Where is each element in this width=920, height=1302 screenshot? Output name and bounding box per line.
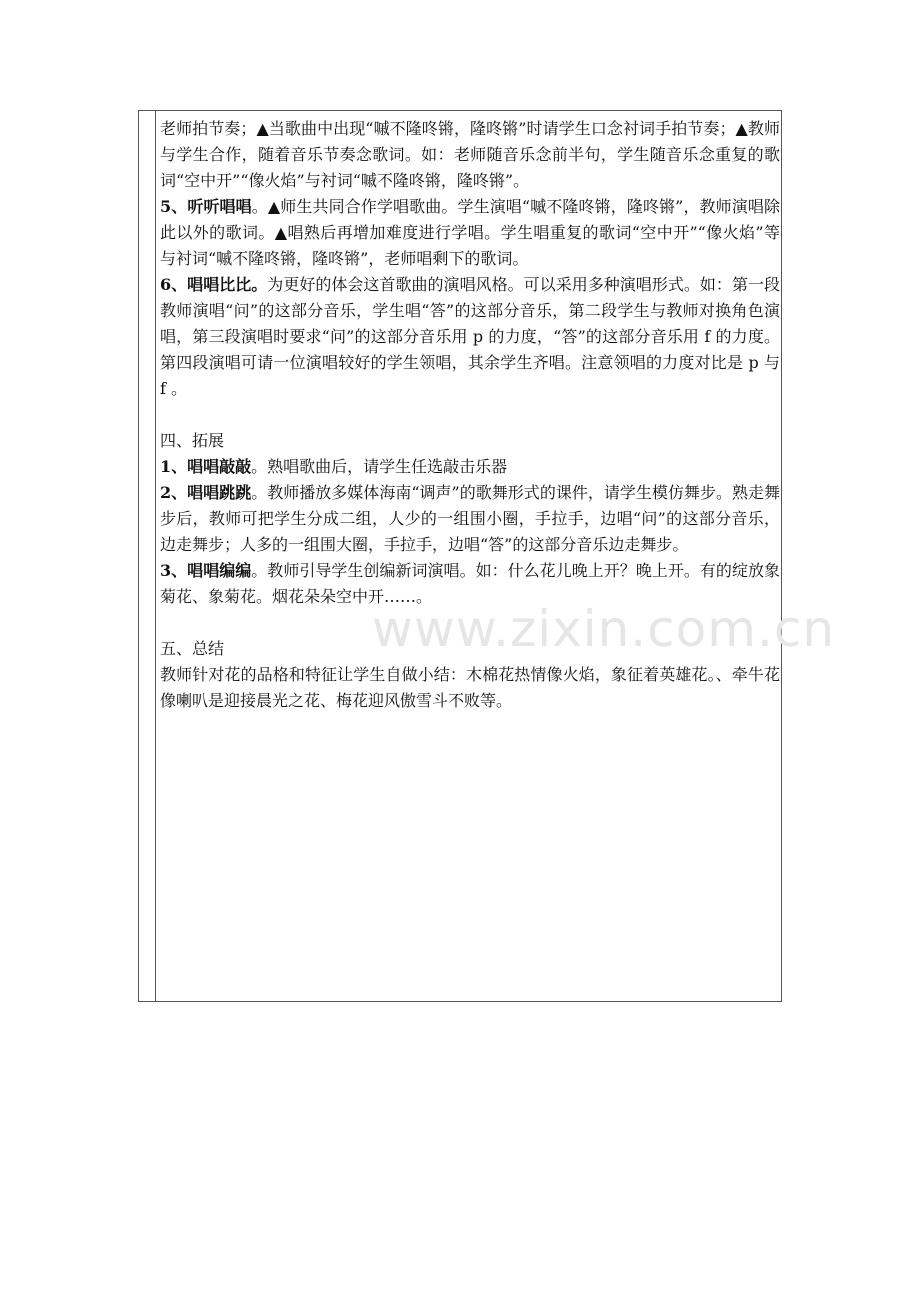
step-6-label: 6、唱唱比比。 xyxy=(160,275,268,294)
lesson-content xyxy=(160,116,780,714)
step-6-text: 为更好的体会这首歌曲的演唱风格。可以采用多种演唱形式。如：第一段教师演唱“问”的这部分音乐，学生唱“答”的这部分音乐，第二段学生与教师对换角色演唱，第三段演唱时要求“问”的这部分音乐用 p 的力度，“答”的这部分音乐用 f 的力度。第四段演唱可请一位演唱较好的学生领唱，其余学生齐唱。注意领唱的力度对比是 p 与 f 。 xyxy=(160,275,780,398)
extension-item-3-text: 。教师引导学生创编新词演唱。如：什么花儿晚上开？晚上开。有的绽放象菊花、象菊花。烟花朵朵空中开……。 xyxy=(160,561,780,606)
spacer xyxy=(160,610,780,636)
summary-paragraph: 教师针对花的品格和特征让学生自做小结：木棉花热情像火焰，象征着英雄花。、牵牛花像喇叭是迎接晨光之花、梅花迎风傲雪斗不败等。 xyxy=(160,665,780,710)
watermark: www.zixin.com.cn xyxy=(372,600,836,658)
extension-item-2-label: 2、唱唱跳跳 xyxy=(160,483,252,502)
extension-item-2-text: 。教师播放多媒体海南“调声”的歌舞形式的课件，请学生模仿舞步。熟走舞步后，教师可把学生分成二组，人少的一组围小圈，手拉手，边唱“问”的这部分音乐，边走舞步；人多的一组围大圈，手拉手，边唱“答”的这部分音乐边走舞步。 xyxy=(160,483,780,554)
section-5-heading: 五、总结 xyxy=(160,639,225,658)
step-5-text: 。▲师生共同合作学唱歌曲。学生演唱“嘁不隆咚锵，隆咚锵”，教师演唱除此以外的歌词。▲唱熟后再增加难度进行学唱。学生唱重复的歌词“空中开”“像火焰”等与衬词“嘁不隆咚锵，隆咚锵”，老师唱剩下的歌词。 xyxy=(160,197,780,268)
table-left-column xyxy=(139,111,156,1001)
extension-item-3-label: 3、唱唱编编 xyxy=(160,561,252,580)
section-4-heading: 四、拓展 xyxy=(160,431,225,450)
extension-item-2 xyxy=(160,480,780,558)
step-5-paragraph xyxy=(160,194,780,272)
step-5-label: 5、听听唱唱 xyxy=(160,197,252,216)
lesson-table xyxy=(138,110,782,1002)
extension-item-1-label: 1、唱唱敲敲 xyxy=(160,457,252,476)
step-6-paragraph xyxy=(160,272,780,402)
intro-paragraph: 老师拍节奏；▲当歌曲中出现“嘁不隆咚锵，隆咚锵”时请学生口念衬词手拍节奏；▲教师与学生合作，随着音乐节奏念歌词。如：老师随音乐念前半句，学生随音乐念重复的歌词“空中开”“像火焰”与衬词“嘁不隆咚锵，隆咚锵”。 xyxy=(160,119,780,190)
extension-item-1 xyxy=(160,454,780,480)
extension-item-3 xyxy=(160,558,780,610)
extension-item-1-text: 。熟唱歌曲后，请学生任选敲击乐器 xyxy=(251,457,508,476)
spacer xyxy=(160,402,780,428)
